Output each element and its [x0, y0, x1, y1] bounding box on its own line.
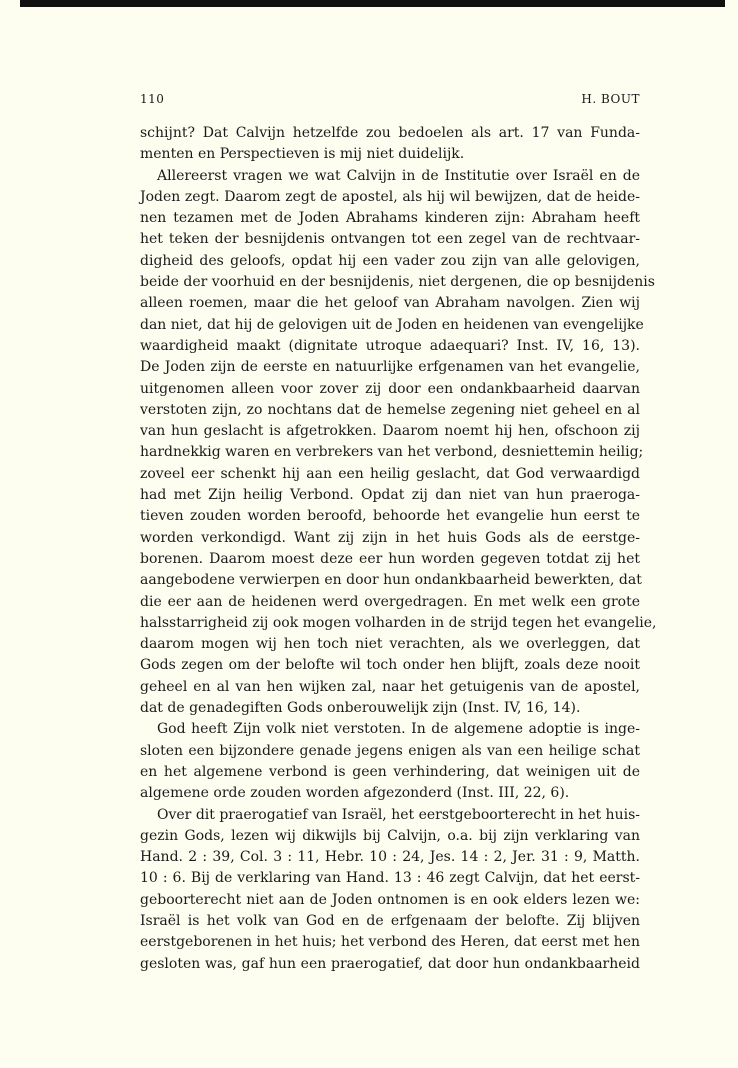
text-line: digheid des geloofs, opdat hij een vader zou zijn van alle gelovigen,	[140, 252, 640, 269]
text-line: Israël is het volk van God en de erfgenaam der belofte. Zij blijven	[140, 912, 640, 929]
paragraph	[140, 719, 640, 804]
text-line: eerstgeborenen in het huis; het verbond des Heren, dat eerst met hen	[140, 934, 640, 951]
text-line: schijnt? Dat Calvijn hetzelfde zou bedoelen als art. 17 van Funda-	[140, 125, 640, 141]
running-head: H. BOUT	[581, 92, 640, 106]
text-line: dan niet, dat hij de gelovigen uit de Joden en heidenen van evengelijke	[140, 316, 644, 333]
text-line: uitgenomen alleen voor zover zij door een ondankbaarheid daarvan	[140, 380, 640, 397]
paragraph	[140, 166, 657, 720]
text-line: en het algemene verbond is geen verhindering, dat weinigen uit de	[140, 763, 640, 780]
text-line: zoveel eer schenkt hij aan een heilig geslacht, dat God verwaardigd	[140, 465, 640, 482]
text-line: beide der voorhuid en der besnijdenis, niet dergenen, die op besnijdenis	[140, 274, 655, 291]
text-line: gesloten was, gaf hun een praerogatief, dat door hun ondankbaarheid	[140, 955, 640, 972]
text-line: Allereerst vragen we wat Calvijn in de Institutie over Israël en de	[157, 167, 640, 184]
text-line: worden verkondigd. Want zij zijn in het huis Gods als de eerstge-	[140, 529, 640, 546]
page-header	[140, 92, 640, 110]
paragraph	[140, 805, 640, 975]
text-line: algemene orde zouden worden afgezonderd (Inst. III, 22, 6).	[140, 785, 570, 802]
text-line: had met Zijn heilig Verbond. Opdat zij dan niet van hun praeroga-	[140, 487, 640, 504]
text-line: Joden zegt. Daarom zegt de apostel, als hij wil bewijzen, dat de heide-	[140, 188, 640, 205]
text-line: dat de genadegiften Gods onberouwelijk zijn (Inst. IV, 16, 14).	[140, 700, 581, 717]
text-line: verstoten zijn, zo nochtans dat de hemelse zegening niet geheel en al	[140, 401, 640, 418]
text-line: Hand. 2 : 39, Col. 3 : 11, Hebr. 10 : 24, Jes. 14 : 2, Jer. 31 : 9, Matth.	[140, 849, 640, 866]
text-line: daarom mogen wij hen toch niet verachten, als we overleggen, dat	[140, 636, 640, 653]
text-line: sloten een bijzondere genade jegens enigen als van een heilige schat	[140, 742, 640, 759]
text-line: borenen. Daarom moest deze eer hun worden gegeven totdat zij het	[140, 550, 640, 567]
text-line: menten en Perspectieven is mij niet duidelijk.	[140, 146, 465, 163]
text-line: God heeft Zijn volk niet verstoten. In de algemene adoptie is inge-	[157, 721, 640, 738]
page-number: 110	[140, 92, 165, 106]
text-line: Gods zegen om der belofte wil toch onder hen blijft, zoals deze nooit	[140, 657, 640, 674]
text-line: waardigheid maakt (dignitate utroque adaequari? Inst. IV, 16, 13).	[140, 337, 640, 354]
text-line: die eer aan de heidenen werd overgedragen. En met welk een grote	[140, 593, 640, 610]
text-line: hardnekkig waren en verbrekers van het verbond, desniettemin heilig;	[140, 444, 644, 461]
text-line: geheel en al van hen wijken zal, naar het getuigenis van de apostel,	[140, 678, 640, 695]
page-top-edge	[20, 0, 725, 7]
text-line: geboorterecht niet aan de Joden ontnomen is en ook elders lezen we:	[140, 891, 640, 908]
text-line: alleen roemen, maar die het geloof van Abraham navolgen. Zien wij	[140, 295, 640, 312]
text-line: het teken der besnijdenis ontvangen tot een zegel van de rechtvaar-	[140, 231, 640, 248]
body-text	[140, 123, 657, 975]
text-line: gezin Gods, lezen wij dikwijls bij Calvijn, o.a. bij zijn verklaring van	[140, 827, 640, 844]
text-line: 10 : 6. Bij de verklaring van Hand. 13 : 46 zegt Calvijn, dat het eerst-	[140, 870, 640, 887]
text-line: aangebodene verwierpen en door hun ondankbaarheid bewerkten, dat	[140, 572, 642, 589]
text-line: halsstarrigheid zij ook mogen volharden in de strijd tegen het evangelie,	[140, 614, 657, 631]
text-line: van hun geslacht is afgetrokken. Daarom noemt hij hen, ofschoon zij	[140, 423, 640, 440]
text-line: tieven zouden worden beroofd, behoorde het evangelie hun eerst te	[140, 508, 640, 525]
text-line: Over dit praerogatief van Israël, het eerstgeboorterecht in het huis-	[157, 806, 640, 823]
text-line: nen tezamen met de Joden Abrahams kinderen zijn: Abraham heeft	[140, 210, 640, 227]
paragraph	[140, 123, 640, 166]
text-line: De Joden zijn de eerste en natuurlijke erfgenamen van het evangelie,	[140, 359, 640, 376]
